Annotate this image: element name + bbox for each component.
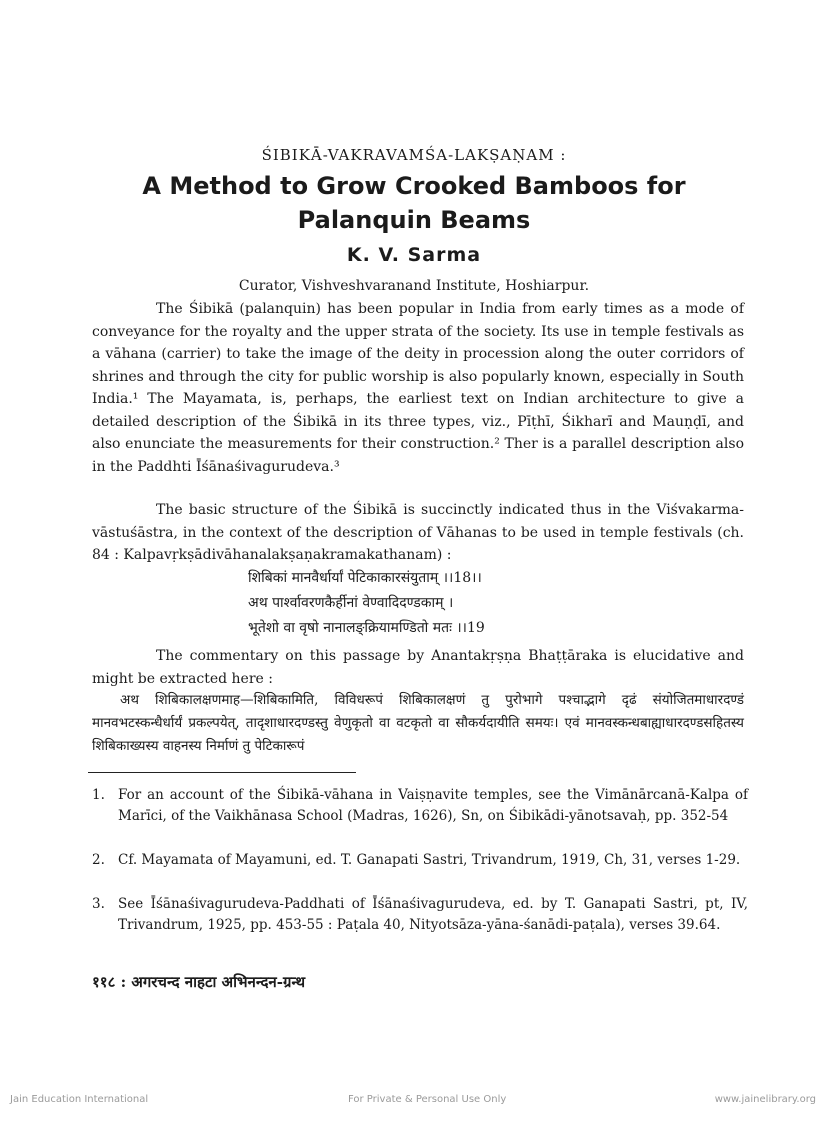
section-kicker: ŚIBIKĀ-VAKRAVAMŚA-LAKṢAṆAM : (261, 146, 567, 164)
body-paragraph-3: The commentary on this passage by Anantakṛṣṇa Bhaṭṭāraka is elucidative and might be extracted here : (92, 648, 744, 687)
author-name: K. V. Sarma (346, 244, 482, 266)
author-affiliation: Curator, Vishveshvaranand Institute, Hoshiarpur. (238, 278, 590, 294)
page-number-hindi: ११८ : अगरचन्द नाहटा अभिनन्दन-ग्रन्थ (92, 973, 306, 991)
footnote-divider (88, 772, 356, 773)
footnote-number: 1. (92, 787, 105, 803)
sanskrit-commentary: अथ शिबिकालक्षणमाह—शिबिकामिति, विविधरूपं शिबिकालक्षणं तु पुरोभागे पश्चाद्भागे दृढं संयोजितमाधारदण्डं मानवभटस्कन्धैर्धार्यं प्रकल्पयेत्, तादृशाधारदण्डस्तु वेणुकृतो वा वटकृतो वा सौकर्यदायीति समयः। एवं मानवस्कन्धबाह्याधारदण्डसहितस्य शिबिकाख्यस्य वाहनस्य निर्माणं तु पेटिकारूपं (92, 692, 744, 754)
verse-line-3: भूतेशो वा वृषो नानालङ्क्रियामण्डितो मतः ।।19 (248, 620, 485, 636)
footnote-text: Cf. Mayamata of Mayamuni, ed. T. Ganapati Sastri, Trivandrum, 1919, Ch, 31, verses 1-29. (118, 852, 741, 868)
footnote-3 (92, 894, 748, 936)
footer-center: For Private & Personal Use Only (348, 1094, 507, 1105)
footer-left: Jain Education International (10, 1094, 149, 1105)
footnote-number: 3. (92, 896, 105, 912)
verse-line-2: अथ पार्श्वावरणकैर्हीनां वेण्वादिदण्डकाम् । (248, 595, 454, 611)
body-paragraph-2: The basic structure of the Śibikā is succinctly indicated thus in the Viśvakarma-vāstuśāstra, in the context of the description of Vāhanas to be used in temple festivals (ch. 84 : Kalpavṛkṣādivāhanalakṣaṇakramakathanam) : (92, 502, 744, 563)
footnote-text: For an account of the Śibikā-vāhana in Vaiṣṇavite temples, see the Vimānārcanā-Kalpa of Marīci, of the Vaikhānasa School (Madras, 1626), Sn, on Śibikādi-yānotsavaḥ, pp. 352-54 (118, 787, 748, 824)
footnote-2 (92, 850, 748, 871)
page-title-line-2: Palanquin Beams (297, 206, 531, 234)
footer-right-link[interactable]: www.jainelibrary.org (714, 1094, 816, 1105)
verse-block (248, 566, 485, 641)
footnote-text: See Īśānaśivagurudeva-Paddhati of Īśānaśivagurudeva, ed. by T. Ganapati Sastri, pt, IV, Trivandrum, 1925, pp. 453-55 : Paṭala 40, Nityotsāza-yāna-śanādi-paṭala), verses 39.64. (118, 896, 748, 933)
footnote-1 (92, 785, 748, 827)
verse-line-1: शिबिकां मानवैर्धार्यां पेटिकाकारसंयुताम् ।।18।। (248, 570, 482, 586)
page-title-line-1: A Method to Grow Crooked Bamboos for (142, 172, 686, 200)
body-paragraph-1: The Śibikā (palanquin) has been popular in India from early times as a mode of conveyance for the royalty and the upper strata of the society. Its use in temple festivals as a vāhana (carrier) to take the image of the deity in procession along the outer corridors of shrines and through the city for public worship is also popularly known, especially in South India.¹ The Mayamata, is, perhaps, the earliest text on Indian architecture to give a detailed description of the Śibikā in its three types, viz., Pīṭhī, Śikharī and Mauṇḍī, and also enunciate the measurements for their construction.² Ther is a parallel description also in the Paddhti Īśānaśivagurudeva.³ (92, 301, 744, 475)
footnote-number: 2. (92, 852, 105, 868)
